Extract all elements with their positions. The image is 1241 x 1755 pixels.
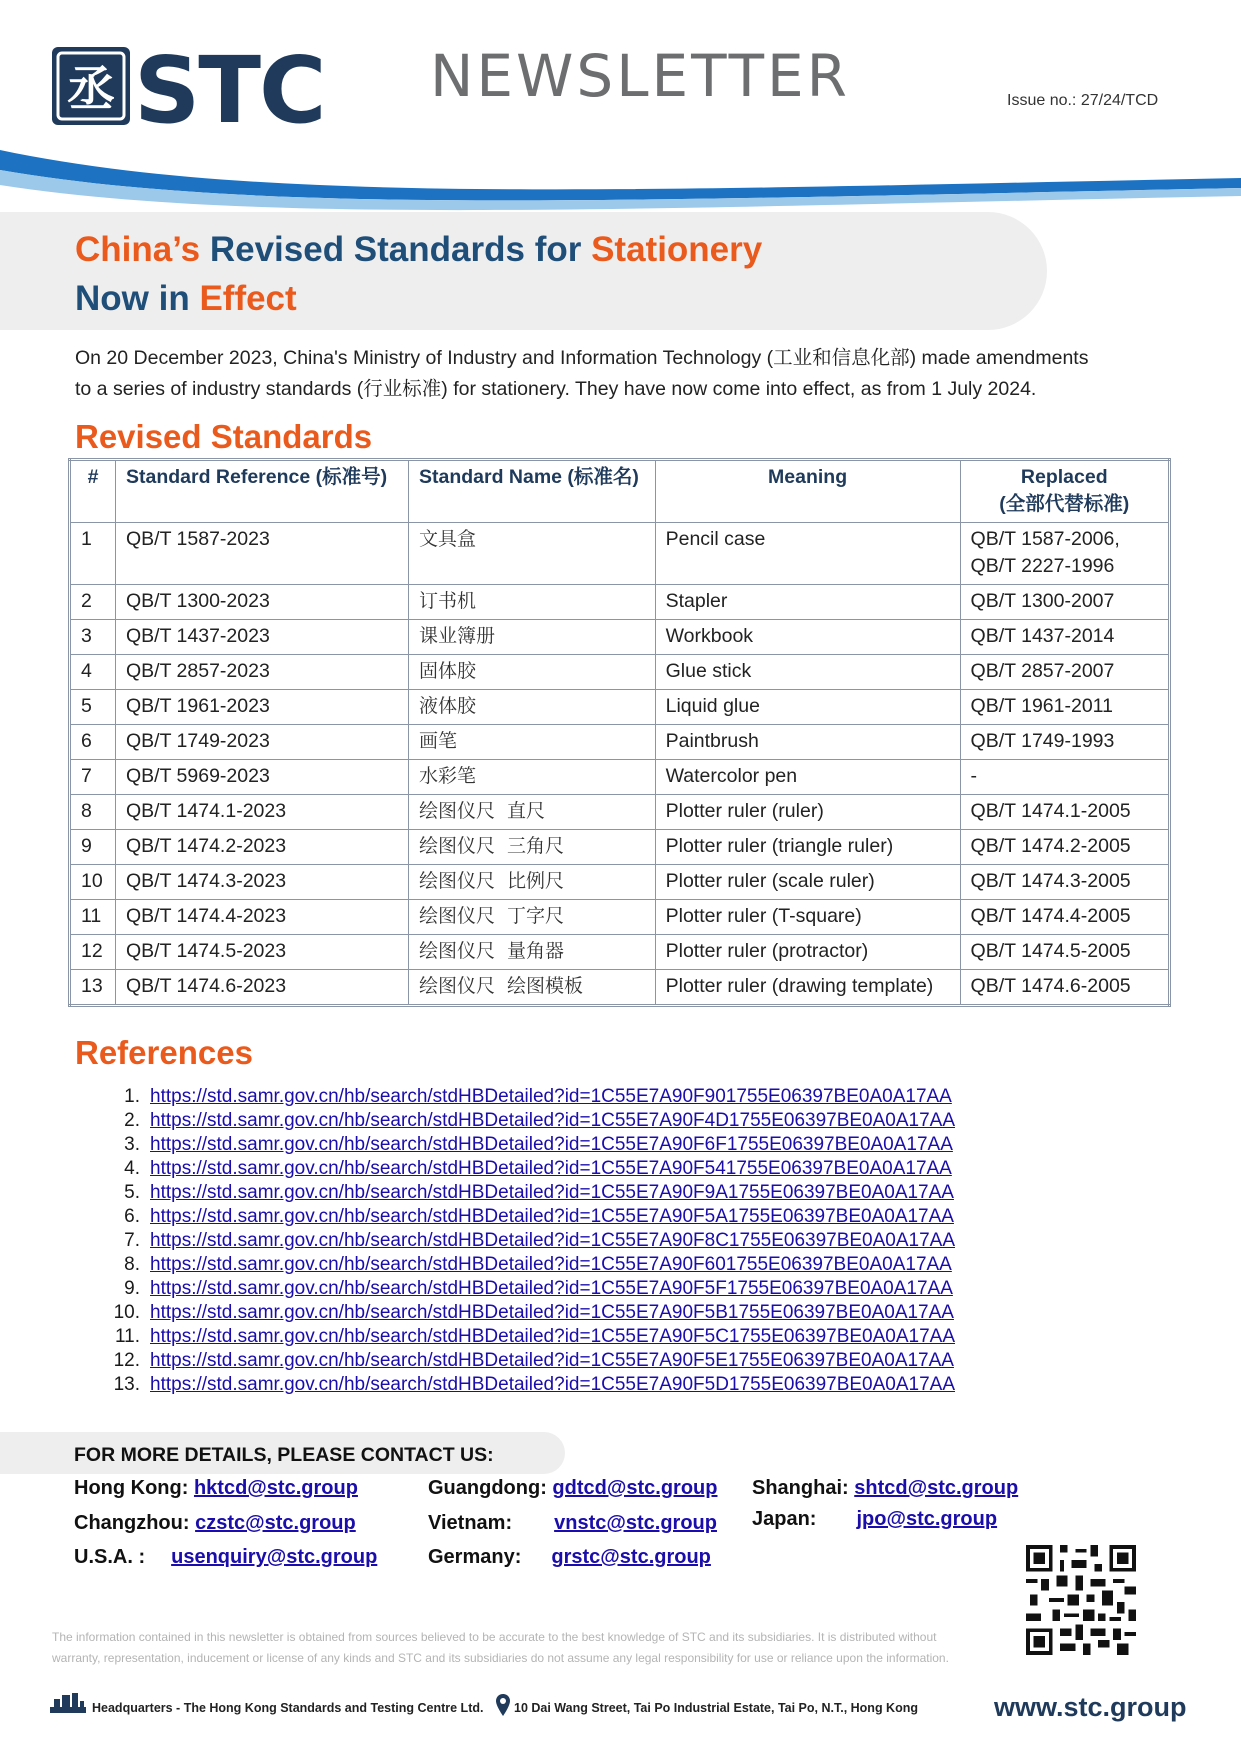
reference-item bbox=[110, 1133, 955, 1157]
cell-name: 课业簿册 bbox=[408, 620, 655, 655]
title-line-2: Now in Effect bbox=[75, 279, 297, 318]
reference-number: 10. bbox=[113, 1302, 140, 1323]
address-text: 10 Dai Wang Street, Tai Po Industrial Estate, Tai Po, N.T., Hong Kong bbox=[514, 1701, 918, 1715]
cell-ref: QB/T 1474.1-2023 bbox=[115, 795, 408, 830]
cell-num: 6 bbox=[70, 725, 116, 760]
cell-ref: QB/T 1437-2023 bbox=[115, 620, 408, 655]
cell-ref: QB/T 1300-2023 bbox=[115, 585, 408, 620]
reference-number: 8. bbox=[124, 1254, 140, 1275]
reference-link[interactable]: https://std.samr.gov.cn/hb/search/stdHBDetailed?id=1C55E7A90F601755E06397BE0A0A17AA bbox=[150, 1254, 952, 1275]
cell-ref: QB/T 1961-2023 bbox=[115, 690, 408, 725]
cell-name: 绘图仪尺 比例尺 bbox=[408, 865, 655, 900]
location-pin-icon bbox=[496, 1694, 510, 1716]
cell-meaning: Liquid glue bbox=[655, 690, 960, 725]
cell-num: 10 bbox=[70, 865, 116, 900]
contact-guangdong: Guangdong: gdtcd@stc.group bbox=[428, 1477, 718, 1499]
reference-link[interactable]: https://std.samr.gov.cn/hb/search/stdHBDetailed?id=1C55E7A90F5D1755E06397BE0A0A17AA bbox=[150, 1374, 956, 1395]
cell-ref: QB/T 2857-2023 bbox=[115, 655, 408, 690]
reference-link[interactable]: https://std.samr.gov.cn/hb/search/stdHBDetailed?id=1C55E7A90F4D1755E06397BE0A0A17AA bbox=[150, 1110, 956, 1131]
cell-replaced: QB/T 1474.4-2005 bbox=[960, 900, 1169, 935]
reference-item bbox=[110, 1373, 955, 1397]
header bbox=[0, 0, 1241, 220]
header-name: Standard Name (标准名) bbox=[408, 460, 655, 523]
cell-meaning: Plotter ruler (drawing template) bbox=[655, 970, 960, 1006]
cell-num: 7 bbox=[70, 760, 116, 795]
reference-link[interactable]: https://std.samr.gov.cn/hb/search/stdHBDetailed?id=1C55E7A90F901755E06397BE0A0A17AA bbox=[150, 1086, 952, 1107]
table-row bbox=[70, 900, 1170, 935]
reference-item bbox=[110, 1109, 955, 1133]
references-list bbox=[110, 1085, 955, 1397]
table-row bbox=[70, 760, 1170, 795]
cell-name: 绘图仪尺 三角尺 bbox=[408, 830, 655, 865]
website-link[interactable]: www.stc.group bbox=[994, 1692, 1187, 1722]
reference-link[interactable]: https://std.samr.gov.cn/hb/search/stdHBDetailed?id=1C55E7A90F6F1755E06397BE0A0A17AA bbox=[150, 1134, 953, 1155]
reference-number: 11. bbox=[114, 1326, 140, 1347]
reference-number: 7. bbox=[124, 1230, 140, 1251]
reference-item bbox=[110, 1349, 955, 1373]
cell-ref: QB/T 1474.3-2023 bbox=[115, 865, 408, 900]
reference-number: 6. bbox=[124, 1206, 140, 1227]
revised-standards-heading: Revised Standards bbox=[75, 418, 373, 455]
reference-item bbox=[110, 1229, 955, 1253]
cell-name: 订书机 bbox=[408, 585, 655, 620]
table-row bbox=[70, 620, 1170, 655]
reference-link[interactable]: https://std.samr.gov.cn/hb/search/stdHBDetailed?id=1C55E7A90F5A1755E06397BE0A0A17AA bbox=[150, 1206, 954, 1227]
reference-number: 2. bbox=[124, 1110, 140, 1131]
cell-name: 绘图仪尺 量角器 bbox=[408, 935, 655, 970]
header-meaning: Meaning bbox=[655, 460, 960, 523]
cell-name: 绘图仪尺 丁字尺 bbox=[408, 900, 655, 935]
cell-replaced: QB/T 1300-2007 bbox=[960, 585, 1169, 620]
table-row bbox=[70, 690, 1170, 725]
table-row bbox=[70, 795, 1170, 830]
reference-item bbox=[110, 1181, 955, 1205]
cell-ref: QB/T 1587-2023 bbox=[115, 523, 408, 585]
contact-heading: FOR MORE DETAILS, PLEASE CONTACT US: bbox=[74, 1444, 494, 1466]
cell-meaning: Plotter ruler (ruler) bbox=[655, 795, 960, 830]
contact-hong-kong: Hong Kong: hktcd@stc.group bbox=[74, 1477, 358, 1499]
issue-number: Issue no.: 27/24/TCD bbox=[1007, 92, 1159, 109]
reference-link[interactable]: https://std.samr.gov.cn/hb/search/stdHBDetailed?id=1C55E7A90F5B1755E06397BE0A0A17AA bbox=[150, 1302, 954, 1323]
reference-number: 13. bbox=[113, 1374, 140, 1395]
intro-paragraph: On 20 December 2023, China's Ministry of Industry and Information Technology (工业和信息化部) made amendments to a series of industry standards (行业标准) for stationery. They have now come into effect, as from 1 July 2024. bbox=[75, 347, 1089, 400]
contact-shanghai: Shanghai: shtcd@stc.group bbox=[752, 1477, 1019, 1499]
contact-japan: Japan: jpo@stc.group bbox=[752, 1508, 998, 1530]
contact-changzhou: Changzhou: czstc@stc.group bbox=[74, 1512, 356, 1534]
cell-meaning: Workbook bbox=[655, 620, 960, 655]
reference-link[interactable]: https://std.samr.gov.cn/hb/search/stdHBDetailed?id=1C55E7A90F9A1755E06397BE0A0A17AA bbox=[150, 1182, 954, 1203]
reference-link[interactable]: https://std.samr.gov.cn/hb/search/stdHBDetailed?id=1C55E7A90F541755E06397BE0A0A17AA bbox=[150, 1158, 952, 1179]
cell-name: 画笔 bbox=[408, 725, 655, 760]
reference-item bbox=[110, 1157, 955, 1181]
references-heading: References bbox=[75, 1034, 253, 1071]
cell-replaced: QB/T 1474.6-2005 bbox=[960, 970, 1169, 1006]
header-swoosh bbox=[0, 130, 1241, 220]
cell-num: 1 bbox=[70, 523, 116, 585]
newsletter-label: NEWSLETTER bbox=[430, 42, 850, 110]
cell-num: 8 bbox=[70, 795, 116, 830]
reference-link[interactable]: https://std.samr.gov.cn/hb/search/stdHBDetailed?id=1C55E7A90F5C1755E06397BE0A0A17AA bbox=[150, 1326, 956, 1347]
cell-meaning: Watercolor pen bbox=[655, 760, 960, 795]
hk-email-link[interactable]: hktcd@stc.group bbox=[193, 1477, 358, 1499]
cell-ref: QB/T 1474.6-2023 bbox=[115, 970, 408, 1006]
qr-code-icon[interactable] bbox=[1026, 1545, 1136, 1655]
contact-germany: Germany: grstc@stc.group bbox=[428, 1546, 711, 1568]
header-replaced: Replaced (全部代替标准) bbox=[960, 460, 1169, 523]
cell-name: 绘图仪尺 绘图模板 bbox=[408, 970, 655, 1006]
cell-ref: QB/T 1474.2-2023 bbox=[115, 830, 408, 865]
contact-usa: U.S.A. : usenquiry@stc.group bbox=[74, 1546, 378, 1568]
cell-meaning: Plotter ruler (triangle ruler) bbox=[655, 830, 960, 865]
cell-num: 13 bbox=[70, 970, 116, 1006]
cell-ref: QB/T 5969-2023 bbox=[115, 760, 408, 795]
cell-replaced: QB/T 2857-2007 bbox=[960, 655, 1169, 690]
cell-meaning: Pencil case bbox=[655, 523, 960, 585]
table-row bbox=[70, 585, 1170, 620]
cell-replaced: QB/T 1474.1-2005 bbox=[960, 795, 1169, 830]
table-row bbox=[70, 970, 1170, 1006]
cell-ref: QB/T 1474.4-2023 bbox=[115, 900, 408, 935]
cell-replaced: QB/T 1474.2-2005 bbox=[960, 830, 1169, 865]
cell-meaning: Plotter ruler (T-square) bbox=[655, 900, 960, 935]
reference-link[interactable]: https://std.samr.gov.cn/hb/search/stdHBDetailed?id=1C55E7A90F5E1755E06397BE0A0A17AA bbox=[150, 1350, 954, 1371]
title-line-1: China’s Revised Standards for Stationery bbox=[75, 230, 763, 269]
cell-name: 液体胶 bbox=[408, 690, 655, 725]
table-row bbox=[70, 865, 1170, 900]
cell-replaced: QB/T 1437-2014 bbox=[960, 620, 1169, 655]
header-ref: Standard Reference (标准号) bbox=[115, 460, 408, 523]
cell-replaced: QB/T 1474.3-2005 bbox=[960, 865, 1169, 900]
us-email-link[interactable]: usenquiry@stc.group bbox=[171, 1546, 378, 1568]
cell-name: 文具盒 bbox=[408, 523, 655, 585]
cell-meaning: Paintbrush bbox=[655, 725, 960, 760]
cell-replaced: QB/T 1749-1993 bbox=[960, 725, 1169, 760]
header-num: # bbox=[70, 460, 116, 523]
reference-number: 12. bbox=[113, 1350, 140, 1371]
cell-num: 9 bbox=[70, 830, 116, 865]
sh-email-link[interactable]: shtcd@stc.group bbox=[854, 1477, 1019, 1499]
reference-item bbox=[110, 1253, 955, 1277]
cell-replaced: QB/T 1961-2011 bbox=[960, 690, 1169, 725]
reference-item bbox=[110, 1085, 955, 1109]
reference-item bbox=[110, 1301, 955, 1325]
gd-email-link[interactable]: gdtcd@stc.group bbox=[552, 1477, 718, 1499]
reference-item bbox=[110, 1277, 955, 1301]
reference-number: 5. bbox=[124, 1182, 140, 1203]
vn-email-link[interactable]: vnstc@stc.group bbox=[554, 1512, 717, 1534]
jp-email-link[interactable]: jpo@stc.group bbox=[856, 1508, 998, 1530]
cell-num: 5 bbox=[70, 690, 116, 725]
cell-num: 2 bbox=[70, 585, 116, 620]
cell-replaced: - bbox=[960, 760, 1169, 795]
reference-number: 3. bbox=[124, 1134, 140, 1155]
table-row bbox=[70, 830, 1170, 865]
cell-name: 固体胶 bbox=[408, 655, 655, 690]
de-email-link[interactable]: grstc@stc.group bbox=[551, 1546, 711, 1568]
cell-meaning: Plotter ruler (scale ruler) bbox=[655, 865, 960, 900]
cell-num: 12 bbox=[70, 935, 116, 970]
cell-num: 4 bbox=[70, 655, 116, 690]
cell-meaning: Plotter ruler (protractor) bbox=[655, 935, 960, 970]
table-row bbox=[70, 935, 1170, 970]
stc-logo bbox=[52, 47, 352, 127]
reference-link[interactable]: https://std.samr.gov.cn/hb/search/stdHBDetailed?id=1C55E7A90F5F1755E06397BE0A0A17AA bbox=[150, 1278, 953, 1299]
cell-num: 11 bbox=[70, 900, 116, 935]
headquarters-text: Headquarters - The Hong Kong Standards and Testing Centre Ltd. bbox=[92, 1701, 484, 1715]
building-icon bbox=[50, 1693, 86, 1713]
cell-ref: QB/T 1749-2023 bbox=[115, 725, 408, 760]
contact-vietnam: Vietnam: vnstc@stc.group bbox=[428, 1512, 717, 1534]
cell-ref: QB/T 1474.5-2023 bbox=[115, 935, 408, 970]
cell-replaced: QB/T 1587-2006, QB/T 2227-1996 bbox=[960, 523, 1169, 585]
cell-replaced: QB/T 1474.5-2005 bbox=[960, 935, 1169, 970]
reference-item bbox=[110, 1325, 955, 1349]
table-row bbox=[70, 655, 1170, 690]
reference-item bbox=[110, 1205, 955, 1229]
reference-number: 9. bbox=[124, 1278, 140, 1299]
reference-number: 4. bbox=[124, 1158, 140, 1179]
reference-link[interactable]: https://std.samr.gov.cn/hb/search/stdHBDetailed?id=1C55E7A90F8C1755E06397BE0A0A17AA bbox=[150, 1230, 956, 1251]
cell-num: 3 bbox=[70, 620, 116, 655]
table-row bbox=[70, 523, 1170, 585]
reference-number: 1. bbox=[124, 1086, 140, 1107]
standards-table bbox=[68, 458, 1171, 1007]
cell-meaning: Glue stick bbox=[655, 655, 960, 690]
cell-name: 水彩笔 bbox=[408, 760, 655, 795]
cell-meaning: Stapler bbox=[655, 585, 960, 620]
logo-text: STC bbox=[134, 47, 325, 127]
svg-text:丞: 丞 bbox=[66, 61, 116, 117]
cell-name: 绘图仪尺 直尺 bbox=[408, 795, 655, 830]
disclaimer: The information contained in this newsletter is obtained from sources believed to be accurate to the best knowledge of STC and its subsidiaries. It is distributed without warranty, representation, inducement or license of any kinds and STC and its subsidiaries do not assume any legal responsibility for use or reliance upon the information. bbox=[52, 1630, 949, 1665]
table-row bbox=[70, 725, 1170, 760]
table-header-row bbox=[70, 460, 1170, 523]
cz-email-link[interactable]: czstc@stc.group bbox=[195, 1512, 356, 1534]
